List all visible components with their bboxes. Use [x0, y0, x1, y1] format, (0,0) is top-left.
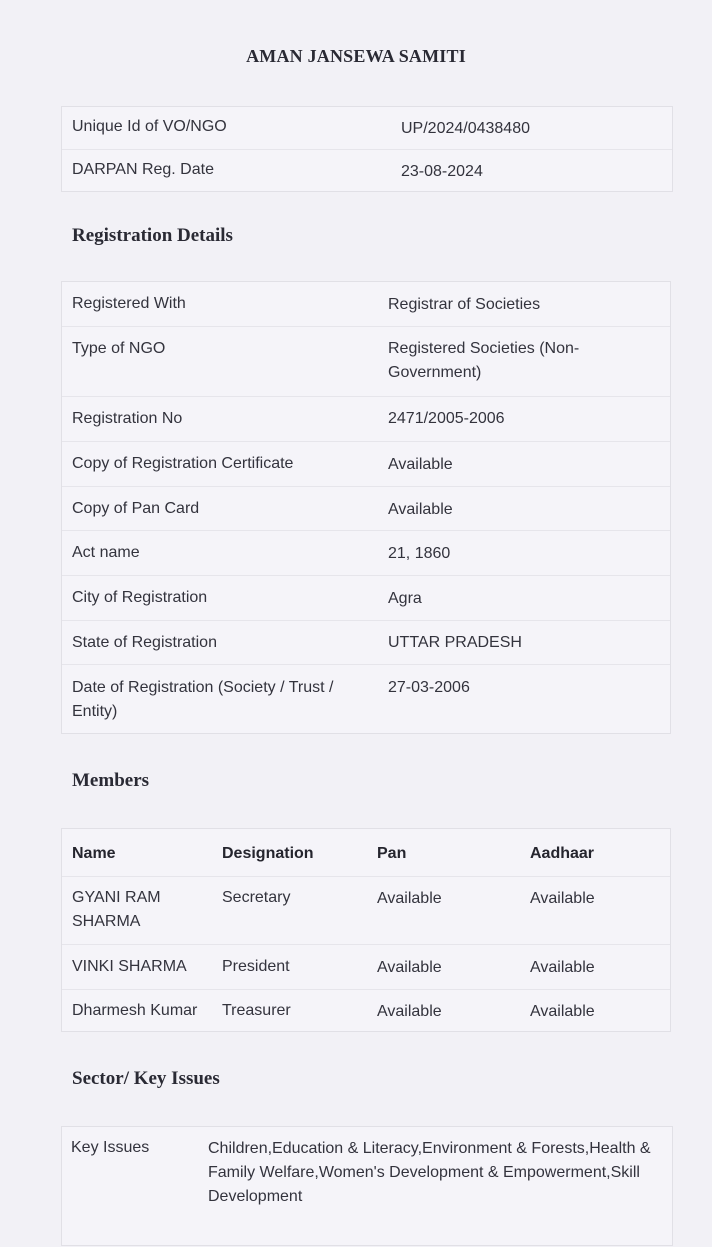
member-designation: President [222, 958, 290, 975]
members-table [61, 828, 671, 1032]
column-header-aadhaar: Aadhaar [530, 845, 595, 862]
row-value: 27-03-2006 [388, 679, 470, 696]
member-name: VINKI SHARMA [72, 958, 187, 975]
id-label: Unique Id of VO/NGO [72, 118, 227, 135]
row-label: Copy of Pan Card [72, 500, 200, 517]
table-header-row [62, 829, 670, 876]
table-row [62, 989, 670, 1033]
table-row [62, 396, 670, 442]
id-table [61, 106, 673, 192]
registration-heading: Registration Details [72, 225, 233, 246]
column-header-pan: Pan [377, 845, 407, 862]
darpan-date-value: 23-08-2024 [401, 163, 483, 180]
darpan-date-label: DARPAN Reg. Date [72, 161, 214, 178]
member-aadhaar: Available [530, 959, 595, 976]
member-designation: Treasurer [222, 1002, 291, 1019]
table-row [62, 664, 670, 735]
table-row [62, 530, 670, 576]
member-pan: Available [377, 959, 442, 976]
member-name: GYANI RAM SHARMA [72, 889, 161, 930]
member-name: Dharmesh Kumar [72, 1002, 198, 1019]
row-label: Type of NGO [72, 340, 166, 357]
row-value: 2471/2005-2006 [388, 410, 505, 427]
member-pan: Available [377, 1003, 442, 1020]
member-aadhaar: Available [530, 890, 595, 907]
table-row [62, 282, 670, 326]
table-row [62, 149, 672, 193]
table-row [62, 486, 670, 531]
row-value: Registered Societies (Non-Government) [388, 340, 580, 381]
member-pan: Available [377, 890, 442, 907]
row-value: Available [388, 501, 453, 518]
column-header-name: Name [72, 845, 116, 862]
table-row [62, 441, 670, 487]
table-row [62, 1127, 672, 1247]
row-label: Copy of Registration Certificate [72, 455, 294, 472]
members-heading: Members [72, 770, 150, 791]
row-value: Available [388, 456, 453, 473]
table-row [62, 575, 670, 621]
row-label: City of Registration [72, 589, 208, 606]
row-label: Act name [72, 544, 140, 561]
page-title: AMAN JANSEWA SAMITI [246, 46, 466, 66]
column-header-designation: Designation [222, 845, 314, 862]
table-row [62, 326, 670, 397]
row-label: Date of Registration (Society / Trust / Entity) [72, 679, 334, 720]
key-issues-label: Key Issues [71, 1139, 150, 1156]
registration-table [61, 281, 671, 734]
table-row [62, 944, 670, 990]
row-value: Agra [388, 590, 422, 607]
row-label: State of Registration [72, 634, 217, 651]
row-label: Registered With [72, 295, 186, 312]
table-row [62, 876, 670, 945]
sector-table [61, 1126, 673, 1246]
row-label: Registration No [72, 410, 183, 427]
key-issues-value: Children,Education & Literacy,Environment & Forests,Health & Family Welfare,Women's Development & Empowerment,Skill Development [208, 1140, 651, 1205]
row-value: 21, 1860 [388, 545, 451, 562]
table-row [62, 107, 672, 149]
sector-heading: Sector/ Key Issues [72, 1068, 220, 1089]
member-aadhaar: Available [530, 1003, 595, 1020]
row-value: Registrar of Societies [388, 296, 541, 313]
id-value: UP/2024/0438480 [401, 120, 530, 137]
table-row [62, 620, 670, 665]
member-designation: Secretary [222, 889, 291, 906]
row-value: UTTAR PRADESH [388, 634, 522, 651]
